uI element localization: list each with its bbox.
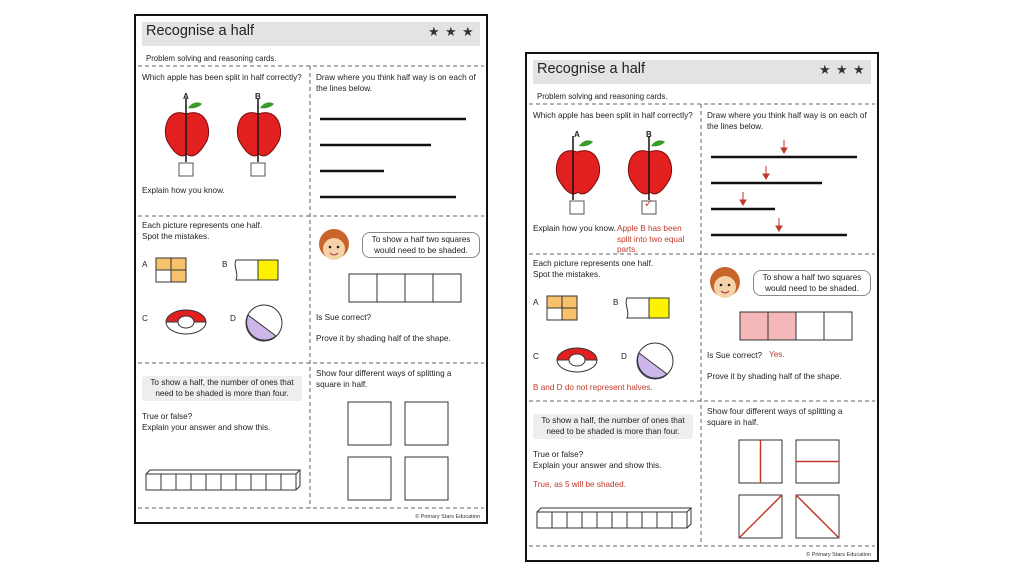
q2-prompt: Draw where you think half way is on each of the lines below. <box>316 73 476 93</box>
q6-prompt: Show four different ways of splitting a square in half. <box>316 369 452 389</box>
worksheet-subtitle: Problem solving and reasoning cards. <box>537 92 668 101</box>
worksheet-subtitle: Problem solving and reasoning cards. <box>146 54 277 63</box>
footer-copyright: © Primary Stars Education <box>806 552 871 558</box>
shape-b-label: B <box>613 298 619 307</box>
q1-answer: Apple B has been split into two equal parts. <box>617 224 685 254</box>
apple-b-checkbox <box>251 163 265 176</box>
ring-shape <box>557 348 597 372</box>
q2-prompt: Draw where you think half way is on each of the lines below. <box>707 111 867 131</box>
q1-explain: Explain how you know. <box>142 186 225 195</box>
q3-prompt: Each picture represents one half. Spot the mistakes. <box>142 221 263 241</box>
footer-copyright: © Primary Stars Education <box>415 514 480 520</box>
q1-prompt: Which apple has been split in half correctly? <box>533 111 693 120</box>
q1-explain: Explain how you know. <box>533 224 616 233</box>
apple-b-icon <box>237 98 280 162</box>
shape-c-label: C <box>142 314 148 323</box>
circle-shape <box>637 343 673 379</box>
worksheet-title: Recognise a half <box>537 61 646 77</box>
speech-bubble: To show a half two squares would need to be shaded. <box>362 232 480 258</box>
star-icon: ★ <box>853 62 865 77</box>
star-icon: ★ <box>428 24 440 39</box>
apple-a-checkbox <box>179 163 193 176</box>
worksheet-questions <box>134 14 488 524</box>
q1-prompt: Which apple has been split in half correctly? <box>142 73 302 82</box>
q4-prove: Prove it by shading half of the shape. <box>707 372 842 381</box>
speech-bubble: To show a half two squares would need to be shaded. <box>753 270 871 296</box>
ring-shape <box>166 310 206 334</box>
apple-b-label: B <box>646 130 652 139</box>
apple-a-checkbox <box>570 201 584 214</box>
star-icon: ★ <box>445 24 457 39</box>
q3-answer: B and D do not represent halves. <box>533 383 653 392</box>
shape-d-label: D <box>230 314 236 323</box>
q5-answer: True, as 5 will be shaded. <box>533 480 626 489</box>
tens-rod <box>537 508 691 528</box>
star-icon: ★ <box>819 62 831 77</box>
tens-rod <box>146 470 300 490</box>
apple-b-icon <box>628 136 671 200</box>
star-icon: ★ <box>462 24 474 39</box>
shape-d-label: D <box>621 352 627 361</box>
worksheet-answers <box>525 52 879 562</box>
worksheet-title: Recognise a half <box>146 23 255 39</box>
shape-b-label: B <box>222 260 228 269</box>
q4-question: Is Sue correct? <box>707 351 763 360</box>
q5-statement-box: To show a half, the number of ones that need to be shaded is more than four. <box>142 376 302 401</box>
q5-question: True or false? Explain your answer and show this. <box>533 450 662 470</box>
q4-question: Is Sue correct? <box>316 313 372 322</box>
apple-a-label: A <box>183 92 189 101</box>
halfway-arrows <box>740 140 787 231</box>
apple-a-label: A <box>574 130 580 139</box>
apple-b-label: B <box>255 92 261 101</box>
q4-answer: Yes. <box>769 350 785 359</box>
sue-face-icon <box>319 229 349 260</box>
q5-statement-box: To show a half, the number of ones that need to be shaded is more than four. <box>533 414 693 439</box>
apple-a-icon <box>556 136 599 200</box>
sue-face-icon <box>710 267 740 298</box>
circle-shape <box>246 305 282 341</box>
apple-a-icon <box>165 98 208 162</box>
q5-question: True or false? Explain your answer and show this. <box>142 412 271 432</box>
check-mark-icon: ✓ <box>644 198 654 210</box>
q4-prove: Prove it by shading half of the shape. <box>316 334 451 343</box>
q6-prompt: Show four different ways of splitting a square in half. <box>707 407 843 427</box>
shape-a-label: A <box>142 260 148 269</box>
shape-c-label: C <box>533 352 539 361</box>
star-icon: ★ <box>836 62 848 77</box>
q3-prompt: Each picture represents one half. Spot the mistakes. <box>533 259 654 279</box>
shape-a-label: A <box>533 298 539 307</box>
